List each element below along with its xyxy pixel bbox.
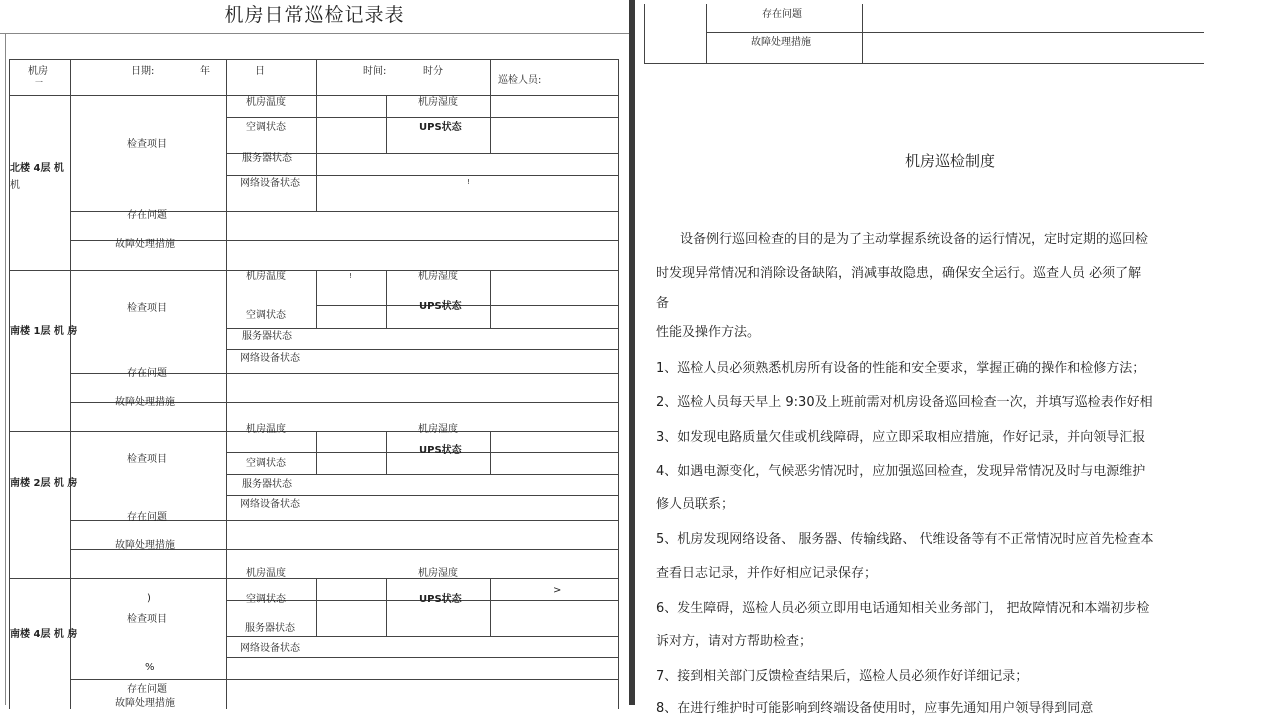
section2-issues-label: 存在问题 xyxy=(127,368,167,379)
header-time-unit: 时分 xyxy=(423,66,443,77)
regulation-paragraph: 时发现异常情况和消除设备缺陷，消减事故隐患，确保安全运行。巡查人员 必须了解 xyxy=(656,266,1142,281)
section1-server-status: 服务器状态 xyxy=(242,153,292,164)
carryover-fault-label: 故障处理措施 xyxy=(751,37,811,48)
section4-server-status: 服务器状态 xyxy=(245,623,295,634)
stray-gt: > xyxy=(553,585,562,596)
regulation-item-5-cont: 查看日志记录，并作好相应记录保存； xyxy=(656,566,878,581)
regulation-item-4-cont: 修人员联系； xyxy=(656,497,735,512)
section1-room-name: 北楼 4层 机 xyxy=(10,163,64,174)
header-date-label: 日期: xyxy=(131,66,155,77)
stray-percent: % xyxy=(145,662,155,673)
header-day: 日 xyxy=(255,66,265,77)
section3-issues-label: 存在问题 xyxy=(127,512,167,523)
form-title: 机房日常巡检记录表 xyxy=(224,4,405,26)
section3-ac-status: 空调状态 xyxy=(246,458,286,469)
section4-ups-status: UPS状态 xyxy=(419,594,462,605)
inspection-record-table: 机房 一 日期: 年 日 时间: 时分 巡检人员: 北楼 4层 机 机 检查项目 机房温度 机房湿度 空调状态 UPS状态 服务器状态 网络设备状态 ! 存在问题 故障处理措施 南楼 1层 机 房 检查项目 机房温度 ! 机房湿度 UPS状态 空调状态 服务器状态 网络设备状态 存在问题 故障处理措施 南楼 2层 机 房 检查项目 机房温度 机房湿度 UPS状态 空调状态 服务器状态 网络设备状态 存在问题 故障处理措施 南楼 4层 机 房 ) 检查项目 % 机房温度 机房湿度 > 空调状态 UPS状态 服务器状态 网络设备状态 存在问题 故障处理措施 xyxy=(9,59,619,719)
section3-server-status: 服务器状态 xyxy=(242,479,292,490)
right-page xyxy=(635,0,1189,716)
section3-room-temp: 机房温度 xyxy=(246,424,286,435)
section2-room-humidity: 机房湿度 xyxy=(418,271,458,282)
section1-check-items: 检查项目 xyxy=(127,139,167,150)
regulation-item-6: 6、发生障碍，巡检人员必须立即用电话通知相关业务部门， 把故障情况和本端初步检 xyxy=(656,601,1150,616)
stray-paren: ) xyxy=(147,593,151,604)
section2-room-temp: 机房温度 xyxy=(246,271,286,282)
section4-fault-label: 故障处理措施 xyxy=(115,698,175,709)
section4-room-name: 南楼 4层 机 房 xyxy=(10,629,78,640)
regulation-item-8: 8、在进行维护时可能影响到终端设备使用时，应事先通知用户领导得到同意 xyxy=(656,701,1094,716)
section1-fault-label: 故障处理措施 xyxy=(115,239,175,250)
section4-room-temp: 机房温度 xyxy=(246,568,286,579)
section3-network-status: 网络设备状态 xyxy=(240,499,300,510)
section2-check-items: 检查项目 xyxy=(127,303,167,314)
regulation-item-2: 2、巡检人员每天早上 9:30及上班前需对机房设备巡回检查一次，并填写巡检表作好相 xyxy=(656,395,1153,410)
carryover-table xyxy=(644,4,1204,64)
regulation-item-1: 1、巡检人员必须熟悉机房所有设备的性能和安全要求，掌握正确的操作和检修方法； xyxy=(656,361,1146,376)
header-room-label: 机房 xyxy=(28,66,48,77)
section1-issues-label: 存在问题 xyxy=(127,210,167,221)
section1-ac-status: 空调状态 xyxy=(246,122,286,133)
regulation-item-4: 4、如遇电源变化，气候恶劣情况时，应加强巡回检查，发现异常情况及时与电源维护 xyxy=(656,464,1146,479)
header-inspector: 巡检人员: xyxy=(498,75,542,86)
section4-network-status: 网络设备状态 xyxy=(240,643,300,654)
section1-room-temp: 机房温度 xyxy=(246,97,286,108)
section4-issues-label: 存在问题 xyxy=(127,684,167,695)
section2-room-name: 南楼 1层 机 房 xyxy=(10,326,78,337)
header-room-sub: 一 xyxy=(35,78,43,87)
stray-tick-mark: ! xyxy=(467,178,470,186)
section4-room-humidity: 机房湿度 xyxy=(418,568,458,579)
regulation-item-7: 7、接到相关部门反馈检查结果后，巡检人员必须作好详细记录； xyxy=(656,669,1029,684)
regulation-paragraph: 备 xyxy=(656,296,670,311)
regulation-item-3: 3、如发现电路质量欠佳或机线障碍，应立即采取相应措施，作好记录，并向领导汇报 xyxy=(656,430,1146,445)
section1-room-humidity: 机房湿度 xyxy=(418,97,458,108)
header-time-label: 时间: xyxy=(363,66,387,77)
regulation-item-6-cont: 诉对方，请对方帮助检查； xyxy=(656,634,813,649)
regulation-paragraph: 性能及操作方法。 xyxy=(656,325,761,340)
regulation-paragraph: 设备例行巡回检查的目的是为了主动掌握系统设备的运行情况，定时定期的巡回检 xyxy=(680,232,1149,247)
section1-network-status: 网络设备状态 xyxy=(240,178,300,189)
section4-check-items: 检查项目 xyxy=(127,614,167,625)
regulation-item-5: 5、机房发现网络设备、 服务器、传输线路、 代维设备等有不正常情况时应首先检查本 xyxy=(656,532,1154,547)
header-year: 年 xyxy=(200,66,210,77)
section3-ups-status: UPS状态 xyxy=(419,445,462,456)
section2-server-status: 服务器状态 xyxy=(242,331,292,342)
section2-ac-status: 空调状态 xyxy=(246,310,286,321)
section3-check-items: 检查项目 xyxy=(127,454,167,465)
section1-ups-status: UPS状态 xyxy=(419,122,462,133)
section3-room-name: 南楼 2层 机 房 xyxy=(10,478,78,489)
carryover-issues-label: 存在问题 xyxy=(762,9,802,20)
section3-fault-label: 故障处理措施 xyxy=(115,540,175,551)
section4-ac-status: 空调状态 xyxy=(246,594,286,605)
page-edge-top xyxy=(0,33,629,34)
regulation-title: 机房巡检制度 xyxy=(904,152,995,170)
page-edge-left xyxy=(5,33,6,705)
section2-fault-label: 故障处理措施 xyxy=(115,397,175,408)
left-page xyxy=(0,0,629,709)
section2-ups-status: UPS状态 xyxy=(419,301,462,312)
section2-network-status: 网络设备状态 xyxy=(240,353,300,364)
section3-room-humidity: 机房湿度 xyxy=(418,424,458,435)
stray-tick-mark-2: ! xyxy=(349,272,352,280)
